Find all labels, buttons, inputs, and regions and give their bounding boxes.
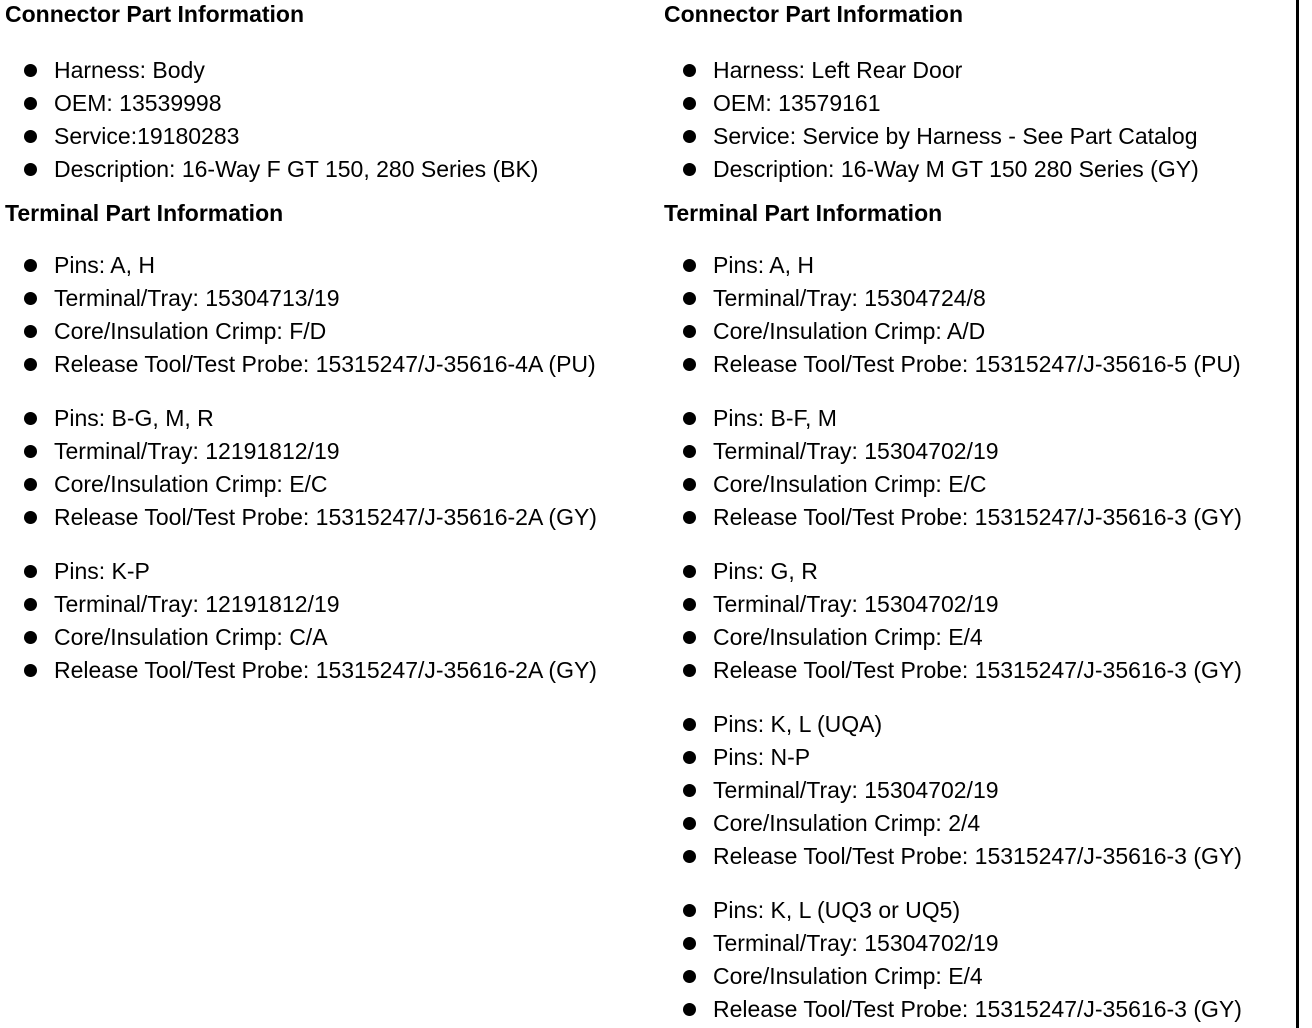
- list-item: [5, 153, 655, 186]
- item-text: Core/Insulation Crimp: 2/4: [713, 810, 981, 836]
- bullet-icon: [683, 259, 696, 272]
- bullet-icon: [683, 718, 696, 731]
- bullet-icon: [24, 97, 37, 110]
- item-text: Pins: A, H: [54, 252, 155, 278]
- list-item: [664, 993, 1292, 1026]
- list-item: [664, 654, 1292, 687]
- bullet-icon: [683, 478, 696, 491]
- right-border-line: [1296, 0, 1299, 1028]
- item-text: Harness: Left Rear Door: [713, 57, 963, 83]
- list-item: [664, 249, 1292, 282]
- list-item: [664, 348, 1292, 381]
- bullet-icon: [24, 478, 37, 491]
- connector-list: [664, 54, 1292, 186]
- list-item: [5, 654, 655, 687]
- bullet-icon: [24, 358, 37, 371]
- list-item: [5, 501, 655, 534]
- bullet-icon: [24, 445, 37, 458]
- item-text: Core/Insulation Crimp: E/4: [713, 624, 983, 650]
- item-text: Service:19180283: [54, 123, 240, 149]
- bullet-icon: [24, 325, 37, 338]
- list-item: [664, 741, 1292, 774]
- terminal-group: [664, 249, 1292, 381]
- list-item: [664, 120, 1292, 153]
- bullet-icon: [683, 130, 696, 143]
- list-item: [664, 402, 1292, 435]
- item-text: Pins: B-G, M, R: [54, 405, 214, 431]
- list-item: [664, 807, 1292, 840]
- list-item: [5, 402, 655, 435]
- list-item: [664, 153, 1292, 186]
- item-text: Pins: K-P: [54, 558, 150, 584]
- list-item: [5, 249, 655, 282]
- list-item: [664, 501, 1292, 534]
- bullet-icon: [683, 412, 696, 425]
- list-item: [664, 54, 1292, 87]
- list-item: [5, 54, 655, 87]
- terminal-group: [664, 402, 1292, 534]
- terminal-group: [5, 249, 655, 381]
- terminal-heading: Terminal Part Information: [5, 200, 284, 226]
- list-item: [664, 435, 1292, 468]
- bullet-icon: [683, 163, 696, 176]
- right-column: [664, 0, 1292, 1026]
- list-item: [664, 468, 1292, 501]
- bullet-icon: [683, 784, 696, 797]
- bullet-icon: [683, 1003, 696, 1016]
- bullet-icon: [24, 511, 37, 524]
- item-text: Core/Insulation Crimp: E/C: [54, 471, 328, 497]
- item-text: Release Tool/Test Probe: 15315247/J-35616-3 (GY): [713, 843, 1242, 869]
- item-text: Terminal/Tray: 15304702/19: [713, 591, 999, 617]
- bullet-icon: [683, 970, 696, 983]
- item-text: Core/Insulation Crimp: E/4: [713, 963, 983, 989]
- bullet-icon: [24, 631, 37, 644]
- list-item: [5, 588, 655, 621]
- item-text: Release Tool/Test Probe: 15315247/J-35616-3 (GY): [713, 504, 1242, 530]
- item-text: Core/Insulation Crimp: C/A: [54, 624, 328, 650]
- item-text: Terminal/Tray: 12191812/19: [54, 591, 340, 617]
- item-text: Harness: Body: [54, 57, 205, 83]
- bullet-icon: [683, 664, 696, 677]
- item-text: Terminal/Tray: 12191812/19: [54, 438, 340, 464]
- list-item: [664, 840, 1292, 873]
- bullet-icon: [24, 163, 37, 176]
- bullet-icon: [683, 817, 696, 830]
- list-item: [664, 774, 1292, 807]
- bullet-icon: [683, 511, 696, 524]
- list-item: [5, 348, 655, 381]
- list-item: [5, 468, 655, 501]
- bullet-icon: [24, 130, 37, 143]
- bullet-icon: [683, 631, 696, 644]
- terminal-group: [664, 555, 1292, 687]
- bullet-icon: [683, 445, 696, 458]
- item-text: Pins: K, L (UQ3 or UQ5): [713, 897, 961, 923]
- item-text: Terminal/Tray: 15304702/19: [713, 777, 999, 803]
- connector-list: [5, 54, 655, 186]
- bullet-icon: [683, 292, 696, 305]
- item-text: Pins: B-F, M: [713, 405, 837, 431]
- item-text: Description: 16-Way M GT 150 280 Series (GY): [713, 156, 1199, 182]
- list-item: [664, 927, 1292, 960]
- terminal-group: [664, 708, 1292, 873]
- bullet-icon: [683, 598, 696, 611]
- bullet-icon: [24, 64, 37, 77]
- bullet-icon: [24, 412, 37, 425]
- terminal-heading: Terminal Part Information: [664, 200, 943, 226]
- item-text: OEM: 13579161: [713, 90, 881, 116]
- bullet-icon: [24, 664, 37, 677]
- terminal-group: [5, 555, 655, 687]
- item-text: Pins: K, L (UQA): [713, 711, 883, 737]
- item-text: Release Tool/Test Probe: 15315247/J-35616-3 (GY): [713, 996, 1242, 1022]
- list-item: [664, 960, 1292, 993]
- bullet-icon: [683, 64, 696, 77]
- item-text: Core/Insulation Crimp: E/C: [713, 471, 987, 497]
- item-text: Description: 16-Way F GT 150, 280 Series (BK): [54, 156, 539, 182]
- list-item: [5, 120, 655, 153]
- item-text: Core/Insulation Crimp: A/D: [713, 318, 986, 344]
- list-item: [5, 555, 655, 588]
- bullet-icon: [683, 358, 696, 371]
- item-text: Release Tool/Test Probe: 15315247/J-35616-2A (GY): [54, 657, 597, 683]
- item-text: Release Tool/Test Probe: 15315247/J-35616-3 (GY): [713, 657, 1242, 683]
- list-item: [5, 435, 655, 468]
- list-item: [664, 87, 1292, 120]
- bullet-icon: [683, 904, 696, 917]
- bullet-icon: [24, 598, 37, 611]
- left-column: [5, 0, 655, 687]
- list-item: [5, 315, 655, 348]
- terminal-group: [664, 894, 1292, 1026]
- bullet-icon: [683, 937, 696, 950]
- bullet-icon: [683, 751, 696, 764]
- item-text: OEM: 13539998: [54, 90, 222, 116]
- bullet-icon: [683, 565, 696, 578]
- list-item: [664, 315, 1292, 348]
- item-text: Release Tool/Test Probe: 15315247/J-35616-5 (PU): [713, 351, 1241, 377]
- list-item: [664, 894, 1292, 927]
- bullet-icon: [683, 97, 696, 110]
- connector-heading: Connector Part Information: [5, 1, 305, 27]
- connector-heading: Connector Part Information: [664, 1, 964, 27]
- bullet-icon: [24, 259, 37, 272]
- item-text: Pins: A, H: [713, 252, 814, 278]
- list-item: [5, 621, 655, 654]
- item-text: Release Tool/Test Probe: 15315247/J-35616-4A (PU): [54, 351, 596, 377]
- list-item: [664, 282, 1292, 315]
- item-text: Service: Service by Harness - See Part Catalog: [713, 123, 1198, 149]
- bullet-icon: [683, 325, 696, 338]
- terminal-group: [5, 402, 655, 534]
- list-item: [664, 621, 1292, 654]
- item-text: Terminal/Tray: 15304713/19: [54, 285, 340, 311]
- list-item: [664, 555, 1292, 588]
- item-text: Pins: G, R: [713, 558, 818, 584]
- bullet-icon: [24, 565, 37, 578]
- item-text: Terminal/Tray: 15304724/8: [713, 285, 986, 311]
- item-text: Release Tool/Test Probe: 15315247/J-35616-2A (GY): [54, 504, 597, 530]
- list-item: [664, 708, 1292, 741]
- item-text: Pins: N-P: [713, 744, 811, 770]
- bullet-icon: [683, 850, 696, 863]
- list-item: [664, 588, 1292, 621]
- item-text: Terminal/Tray: 15304702/19: [713, 930, 999, 956]
- item-text: Terminal/Tray: 15304702/19: [713, 438, 999, 464]
- item-text: Core/Insulation Crimp: F/D: [54, 318, 327, 344]
- list-item: [5, 87, 655, 120]
- list-item: [5, 282, 655, 315]
- bullet-icon: [24, 292, 37, 305]
